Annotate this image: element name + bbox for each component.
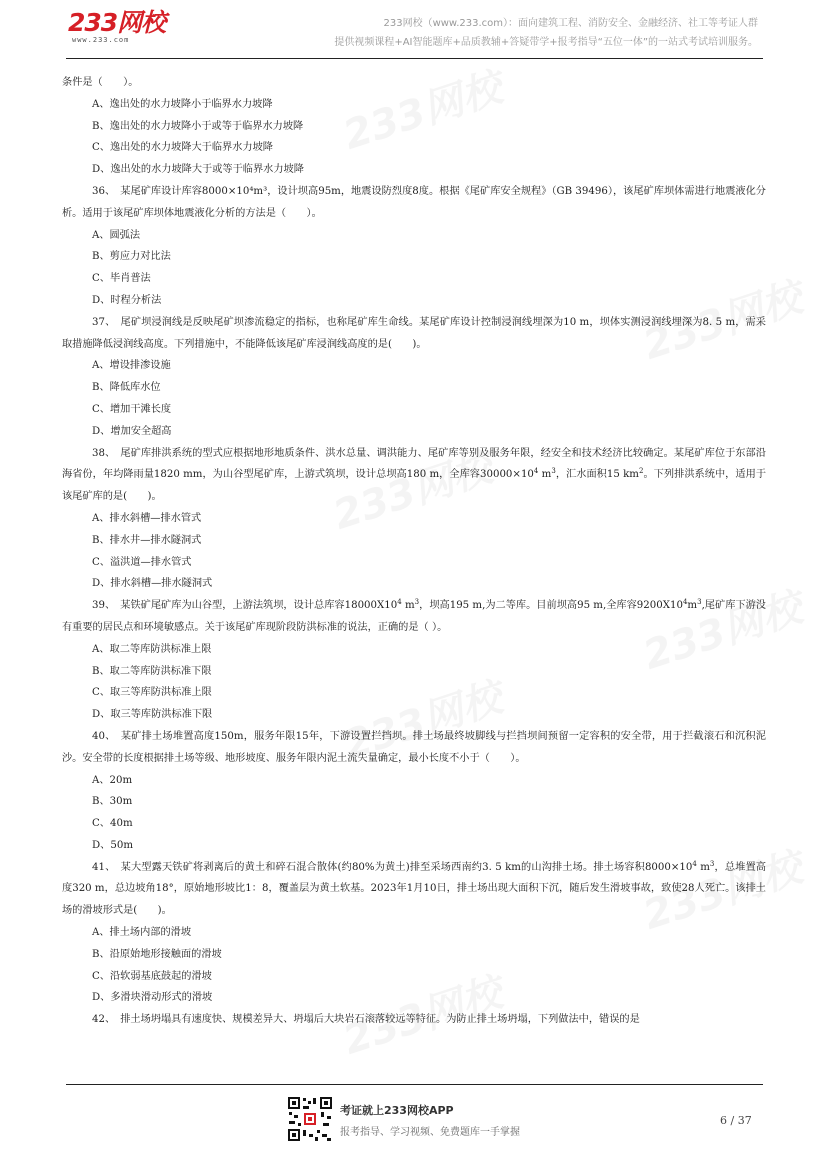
option-d: D、多滑块滑动形式的滑坡 <box>92 992 213 1004</box>
q41-text-1: 41、 某大型露天铁矿将剥离后的黄土和碎石混合散体(约80%为黄土)排至采场西南约3. 5 km的山沟排土场。排土场容积8000×10 <box>92 861 693 873</box>
option-c: C、溢洪道—排水管式 <box>92 556 192 568</box>
q39-text-5: ,尾矿库下游没有重要的居民点和环境敏感点。关于该尾矿库现阶段防洪标准的说法，正确的是（ ）。 <box>62 600 766 633</box>
option-b: B、沿原始地形接触面的滑坡 <box>92 948 222 960</box>
q39-sup-1: 4 <box>397 598 402 607</box>
question-42: 42、 排土场坍塌具有速度快、规模差异大、坍塌后大块岩石滚落较远等特征。为防止排土场坍塌，下列做法中，错误的是 <box>92 1014 640 1026</box>
option-c: C、40m <box>92 818 133 830</box>
qr-code-icon[interactable] <box>287 1096 333 1142</box>
q39-text-3: ，坝高195 m,为二等库。目前坝高95 m,全库容9200X10 <box>419 600 683 612</box>
option-b: B、30m <box>92 796 133 808</box>
q39-text-1: 39、 某铁矿尾矿库为山谷型，上游法筑坝，设计总库容18000X10 <box>92 600 398 612</box>
app-promo-title[interactable]: 考证就上233网校APP <box>340 1104 454 1117</box>
logo-url: www.233.com <box>72 36 130 44</box>
option-a: A、圆弧法 <box>92 229 141 241</box>
footer-divider <box>66 1084 763 1085</box>
q41-text-3: ，总堆置高度320 m，总边坡角18°，原始地形坡比1：8，覆盖层为黄土软基。2023年1月10日，排土场出现大面积下沉，随后发生滑坡事故，致使28人死亡。该排土场的滑坡形式是( )。 <box>62 861 767 917</box>
option-a: A、增设排渗设施 <box>92 360 171 372</box>
question-38 <box>62 443 766 508</box>
q38-sup-2: 3 <box>551 467 556 476</box>
header-divider <box>66 58 763 59</box>
option-c: C、增加干滩长度 <box>92 403 172 415</box>
page-number: 6 / 37 <box>720 1114 752 1127</box>
option-c: C、取三等库防洪标准上限 <box>92 687 212 699</box>
q38-text-2: m <box>538 469 552 481</box>
question-40: 40、 某矿排土场堆置高度150m，服务年限15年，下游设置拦挡坝。排土场最终坡脚线与拦挡坝间预留一定容积的安全带，用于拦截滚石和沉积泥沙。安全带的长度根据排土场等级、地形坡度、服务年限内泥土流失量确定，最小长度不小于（ ）。 <box>62 730 766 764</box>
q38-sup-1: 4 <box>533 467 539 476</box>
question-intro: 条件是（ ）。 <box>62 77 139 88</box>
option-b: B、取二等库防洪标准下限 <box>92 665 212 677</box>
brand-logo[interactable] <box>68 10 165 44</box>
option-a: A、排土场内部的滑坡 <box>92 927 192 939</box>
page-header <box>0 0 830 62</box>
logo-text: 233网校 <box>68 8 166 37</box>
q39-sup-3: 4 <box>682 598 688 607</box>
option-b: B、逸出处的水力坡降小于或等于临界水力坡降 <box>92 120 304 132</box>
q41-sup-2: 3 <box>709 859 715 868</box>
document-body <box>62 72 766 1031</box>
option-a: A、逸出处的水力坡降小于临界水力坡降 <box>92 98 273 110</box>
q41-text-2: m <box>696 861 710 873</box>
q41-sup-1: 4 <box>692 859 697 868</box>
option-c: C、逸出处的水力坡降大于临界水力坡降 <box>92 142 273 154</box>
question-41 <box>62 857 766 922</box>
option-b: B、降低库水位 <box>92 382 161 394</box>
q39-text-4: m <box>687 600 698 612</box>
option-a: A、排水斜槽—排水管式 <box>92 512 202 524</box>
option-d: D、50m <box>92 839 133 851</box>
q38-sup-3: 2 <box>638 467 644 476</box>
option-d: D、时程分析法 <box>92 294 162 306</box>
question-36: 36、 某尾矿库设计库容8000×10⁴m³，设计坝高95m，地震设防烈度8度。根据《尾矿库安全规程》（GB 39496），该尾矿库坝体需进行地震液化分析。适用于该尾矿库坝体地震液化分析的方法是（ ）。 <box>62 185 766 219</box>
option-a: A、20m <box>92 774 133 786</box>
option-d: D、增加安全超高 <box>92 425 172 437</box>
option-c: C、毕肖普法 <box>92 273 151 285</box>
option-c: C、沿软弱基底鼓起的滑坡 <box>92 970 212 982</box>
question-39 <box>62 595 766 639</box>
header-tagline <box>334 14 758 52</box>
q38-text-1: 38、 尾矿库排洪系统的型式应根据地形地质条件、洪水总量、调洪能力、尾矿库等别及服务年限，经安全和技术经济比较确定。某尾矿库位于东部沿海省份，年均降雨量1820 mm，为山谷型尾矿库，上游式筑坝，设计总坝高180 m，全库容30000×10 <box>62 447 766 481</box>
option-d: D、排水斜槽—排水隧洞式 <box>92 578 213 590</box>
option-d: D、取三等库防洪标准下限 <box>92 709 213 721</box>
header-line-2: 提供视频课程+AI智能题库+品质教辅+答疑带学+报考指导“五位一体”的一站式考试培训服务。 <box>334 37 758 48</box>
option-d: D、逸出处的水力坡降大于或等于临界水力坡降 <box>92 164 304 176</box>
q38-text-3: ，汇水面积15 km <box>555 469 639 481</box>
option-b: B、剪应力对比法 <box>92 251 171 263</box>
header-line-1: 233网校（www.233.com）：面向建筑工程、消防安全、金融经济、社工等考证人群 <box>383 18 758 29</box>
q39-sup-4: 3 <box>697 598 702 607</box>
q39-text-2: m <box>401 600 415 612</box>
option-a: A、取二等库防洪标准上限 <box>92 643 212 655</box>
option-b: B、排水井—排水隧洞式 <box>92 534 202 546</box>
q39-sup-2: 3 <box>414 598 420 607</box>
question-37: 37、 尾矿坝浸润线是反映尾矿坝渗流稳定的指标，也称尾矿库生命线。某尾矿库设计控制浸润线埋深为10 m，坝体实测浸润线埋深为8. 5 m，需采取措施降低浸润线高度。下列措施中，不能降低该尾矿库浸润线高度的是( )。 <box>62 316 766 350</box>
q38-text-4: 。下列排洪系统中，适用于该尾矿库的是( )。 <box>62 469 767 503</box>
app-promo-subtitle: 报考指导、学习视频、免费题库一手掌握 <box>340 1127 520 1138</box>
